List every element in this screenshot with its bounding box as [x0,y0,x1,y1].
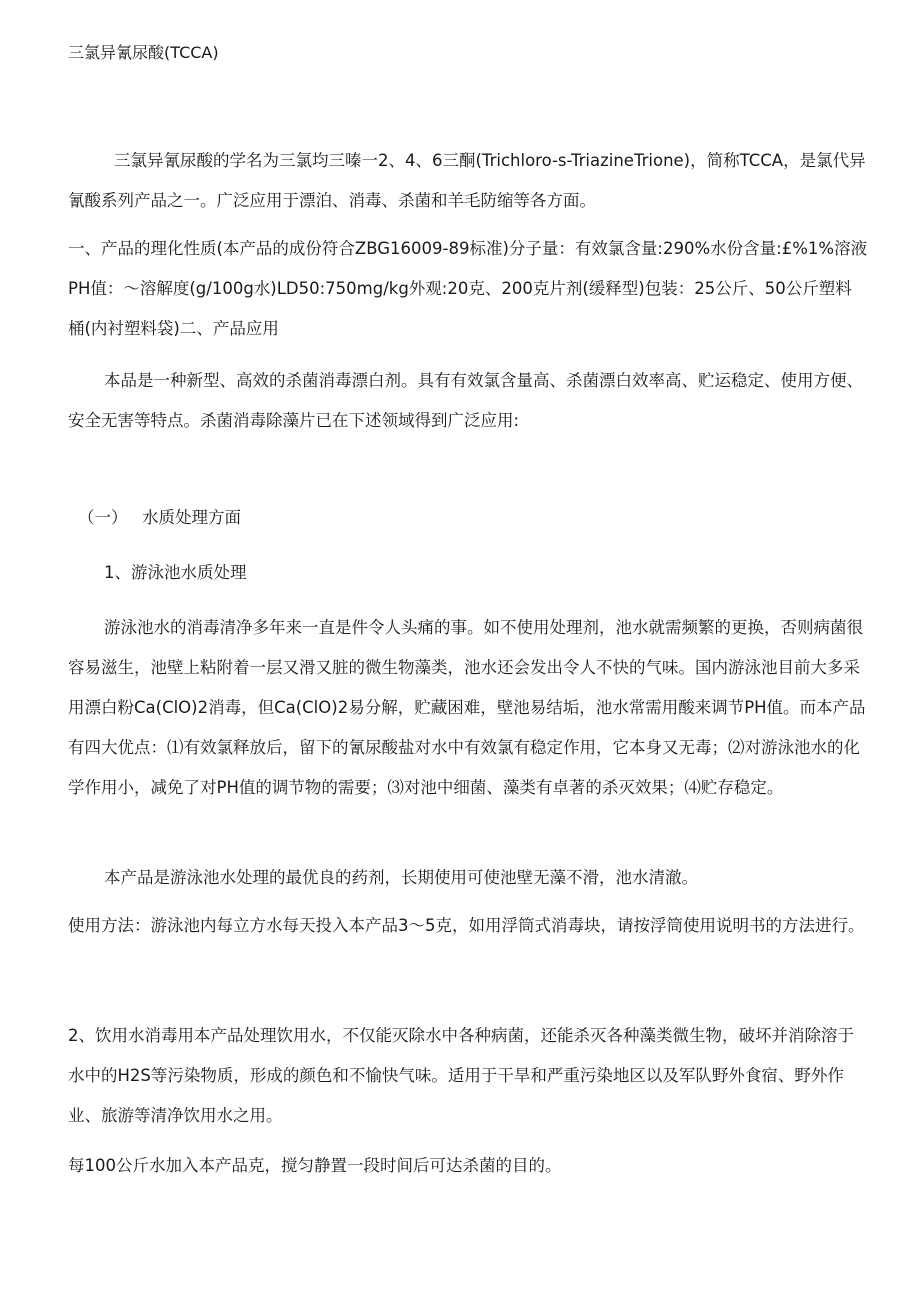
subsection-heading: 1、游泳池水质处理 [104,563,247,582]
properties-paragraph: 一、产品的理化性质(本产品的成份符合ZBG16009-89标准)分子量：有效氯含量:290%水份含量:£%1%溶液PH值：～溶解度(g/100g水)LD50:750mg/kg外观:20克、200克片剂(缓释型)包装：25公斤、50公斤塑料桶(内衬塑料袋)二、产品应用 [68,239,868,338]
section-number: （一） [78,508,128,527]
drinking-water-paragraph: 2、饮用水消毒用本产品处理饮用水，不仅能灭除水中各种病菌，还能杀灭各种藻类微生物，破坏并消除溶于水中的H2S等污染物质，形成的颜色和不愉快气味。适用于干旱和严重污染地区以及军队野外食宿、野外作业、旅游等清净饮用水之用。 [68,1026,854,1125]
intro-paragraph: 三氯异氰尿酸的学名为三氯均三嗪一2、4、6三酮(Trichloro-s-TriazineTrione)，简称TCCA，是氯代异氰酸系列产品之一。广泛应用于漂泊、消毒、杀菌和羊毛防缩等各方面。 [68,151,866,210]
usage-paragraph: 使用方法：游泳池内每立方水每天投入本产品3～5克，如用浮筒式消毒块，请按浮筒使用说明书的方法进行。 [68,916,865,935]
product-description-paragraph: 本品是一种新型、高效的杀菌消毒漂白剂。具有有效氯含量高、杀菌漂白效率高、贮运稳定、使用方便、安全无害等特点。杀菌消毒除藻片已在下述领域得到广泛应用: [68,371,863,430]
document-title: 三氯异氰尿酸(TCCA) [68,43,219,62]
section-label: 水质处理方面 [142,508,241,527]
dosage-paragraph: 每100公斤水加入本产品克，搅匀静置一段时间后可达杀菌的目的。 [68,1156,562,1175]
section-heading [78,498,878,538]
pool-treatment-paragraph: 游泳池水的消毒清净多年来一直是件令人头痛的事。如不使用处理剂，池水就需频繁的更换，否则病菌很容易滋生，池壁上粘附着一层又滑又脏的微生物藻类，池水还会发出令人不快的气味。国内游泳池目前大多采用漂白粉Ca(ClO)2消毒，但Ca(ClO)2易分解，贮藏困难，壁池易结垢，池水常需用酸来调节PH值。而本产品有四大优点：⑴有效氯释放后，留下的氰尿酸盐对水中有效氯有稳定作用，它本身又无毒；⑵对游泳池水的化学作用小，减免了对PH值的调节物的需要；⑶对池中细菌、藻类有卓著的杀灭效果；⑷贮存稳定。 [68,618,866,797]
best-agent-paragraph: 本产品是游泳池水处理的最优良的药剂，长期使用可使池壁无藻不滑，池水清澈。 [104,868,698,887]
